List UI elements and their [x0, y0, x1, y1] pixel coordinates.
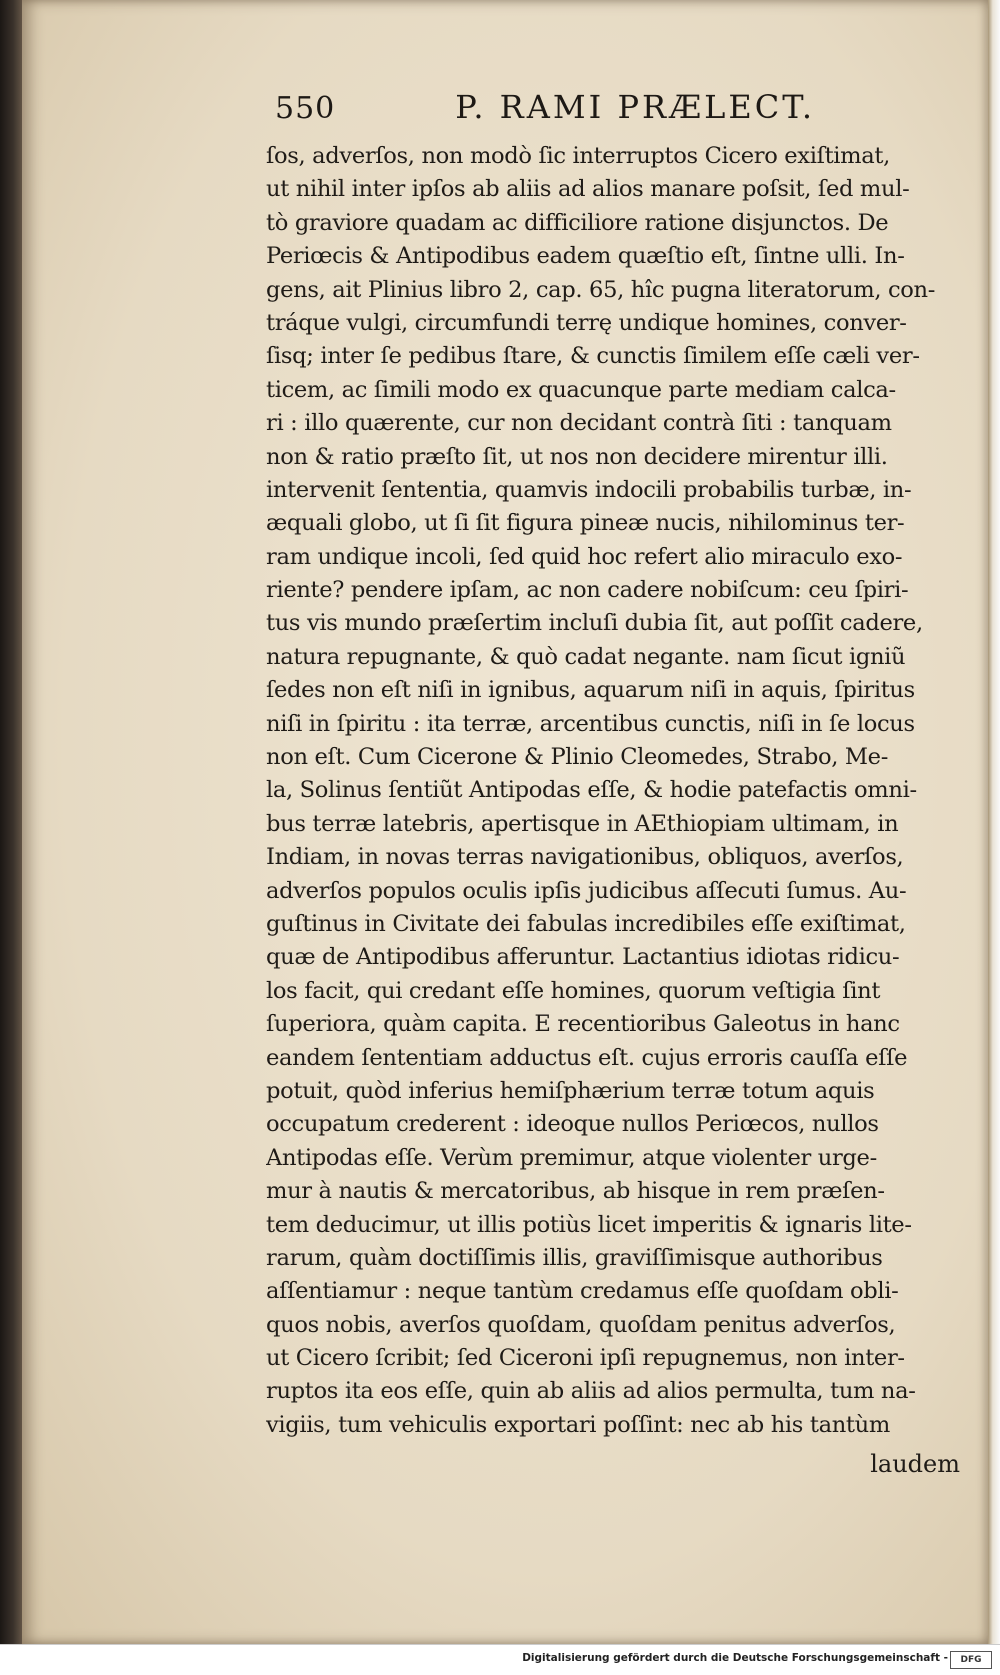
text-line: ſos, adverſos, non modò ſic interruptos Cicero exiſtimat,	[266, 143, 890, 169]
text-line: intervenit ſententia, quamvis indocili probabilis turbæ, in-	[266, 476, 912, 503]
text-line: occupatum crederent : ideoque nullos Periœcos, nullos	[266, 1111, 879, 1138]
page-header	[275, 88, 815, 134]
text-line: Antipodas eſſe. Verùm premimur, atque violenter urge-	[266, 1144, 877, 1171]
text-line: niſi in ſpiritu : ita terræ, arcentibus cunctis, niſi in ſe locus	[266, 710, 915, 737]
text-line: Indiam, in novas terras navigationibus, obliquos, averſos,	[266, 844, 904, 871]
footer-bar	[0, 1644, 1000, 1675]
text-line: adverſos populos oculis ipſis judicibus aſſecuti ſumus. Au-	[266, 877, 907, 904]
text-line: eandem ſententiam adductus eſt. cujus erroris cauſſa eſſe	[266, 1044, 908, 1071]
text-line: non & ratio præſto ſit, ut nos non decidere mirentur illi.	[266, 443, 888, 470]
text-line: ſisq; inter ſe pedibus ſtare, & cunctis ſimilem eſſe cæli ver-	[266, 343, 920, 370]
text-line: ſuperiora, quàm capita. E recentioribus Galeotus in hanc	[266, 1011, 900, 1038]
text-line: gens, ait Plinius libro 2, cap. 65, hîc pugna literatorum, con-	[266, 276, 936, 303]
text-line: bus terræ latebris, apertisque in AEthiopiam ultimam, in	[266, 810, 899, 837]
dfg-logo: DFG	[950, 1651, 992, 1669]
text-line: la, Solinus ſentiũt Antipodas eſſe, & hodie patefactis omni-	[266, 777, 917, 804]
text-line: æquali globo, ut ſi ſit figura pineæ nucis, nihilominus ter-	[266, 510, 905, 537]
text-line: natura repugnante, & quò cadat negante. nam ſicut igniũ	[266, 643, 906, 670]
body-text	[266, 140, 958, 1442]
funding-credit: Digitalisierung gefördert durch die Deutsche Forschungsgemeinschaft -	[522, 1652, 948, 1664]
catchword: laudem	[870, 1450, 960, 1478]
text-line: tem deducimur, ut illis potiùs licet imperitis & ignaris lite-	[266, 1211, 912, 1238]
text-line: los facit, qui credant eſſe homines, quorum veſtigia ſint	[266, 977, 881, 1004]
text-line: quæ de Antipodibus afferuntur. Lactantius idiotas ridicu-	[266, 944, 900, 971]
page-edge	[988, 0, 1000, 1644]
text-line: ri : illo quærente, cur non decidant contrà ſiti : tanquam	[266, 410, 892, 437]
text-line: tò graviore quadam ac difficiliore ratione disjunctos. De	[266, 209, 889, 236]
text-line: ticem, ac ſimili modo ex quacunque parte mediam calca-	[266, 376, 896, 403]
text-line: ram undique incoli, ſed quid hoc refert alio miraculo exo-	[266, 543, 903, 570]
text-line: riente? pendere ipſam, ac non cadere nobiſcum: ceu ſpiri-	[266, 577, 909, 604]
text-line: quos nobis, averſos quoſdam, quoſdam penitus adverſos,	[266, 1311, 896, 1338]
text-line: mur à nautis & mercatoribus, ab hisque in rem præſen-	[266, 1178, 885, 1205]
running-head: P. RAMI PRÆLECT.	[455, 88, 815, 126]
text-line: guſtinus in Civitate dei fabulas incredibiles eſſe exiſtimat,	[266, 910, 906, 937]
text-line: tus vis mundo præſertim incluſi dubia ſit, aut poſſit cadere,	[266, 610, 923, 637]
text-line: non eſt. Cum Cicerone & Plinio Cleomedes, Strabo, Me-	[266, 744, 888, 771]
text-line: ruptos ita eos eſſe, quin ab aliis ad alios permulta, tum na-	[266, 1378, 916, 1405]
book-spine	[0, 0, 24, 1644]
text-line: ſedes non eſt niſi in ignibus, aquarum niſi in aquis, ſpiritus	[266, 677, 915, 704]
text-line: vigiis, tum vehiculis exportari poſſint: nec ab his tantùm	[266, 1411, 890, 1438]
text-line: aſſentiamur : neque tantùm credamus eſſe quoſdam obli-	[266, 1278, 899, 1305]
text-line: potuit, quòd inferius hemiſphærium terræ totum aquis	[266, 1077, 875, 1104]
text-line: ut nihil inter ipſos ab aliis ad alios manare poſsit, ſed mul-	[266, 176, 910, 203]
text-line: Periœcis & Antipodibus eadem quæſtio eſt, ſintne ulli. In-	[266, 243, 905, 270]
page-number: 550	[275, 91, 336, 126]
text-line: ut Cicero ſcribit; ſed Ciceroni ipſi repugnemus, non inter-	[266, 1345, 905, 1372]
text-line: tráque vulgi, circumfundi terrę undique homines, conver-	[266, 309, 907, 336]
text-line: rarum, quàm doctiſſimis illis, graviſſimisque authoribus	[266, 1244, 883, 1271]
